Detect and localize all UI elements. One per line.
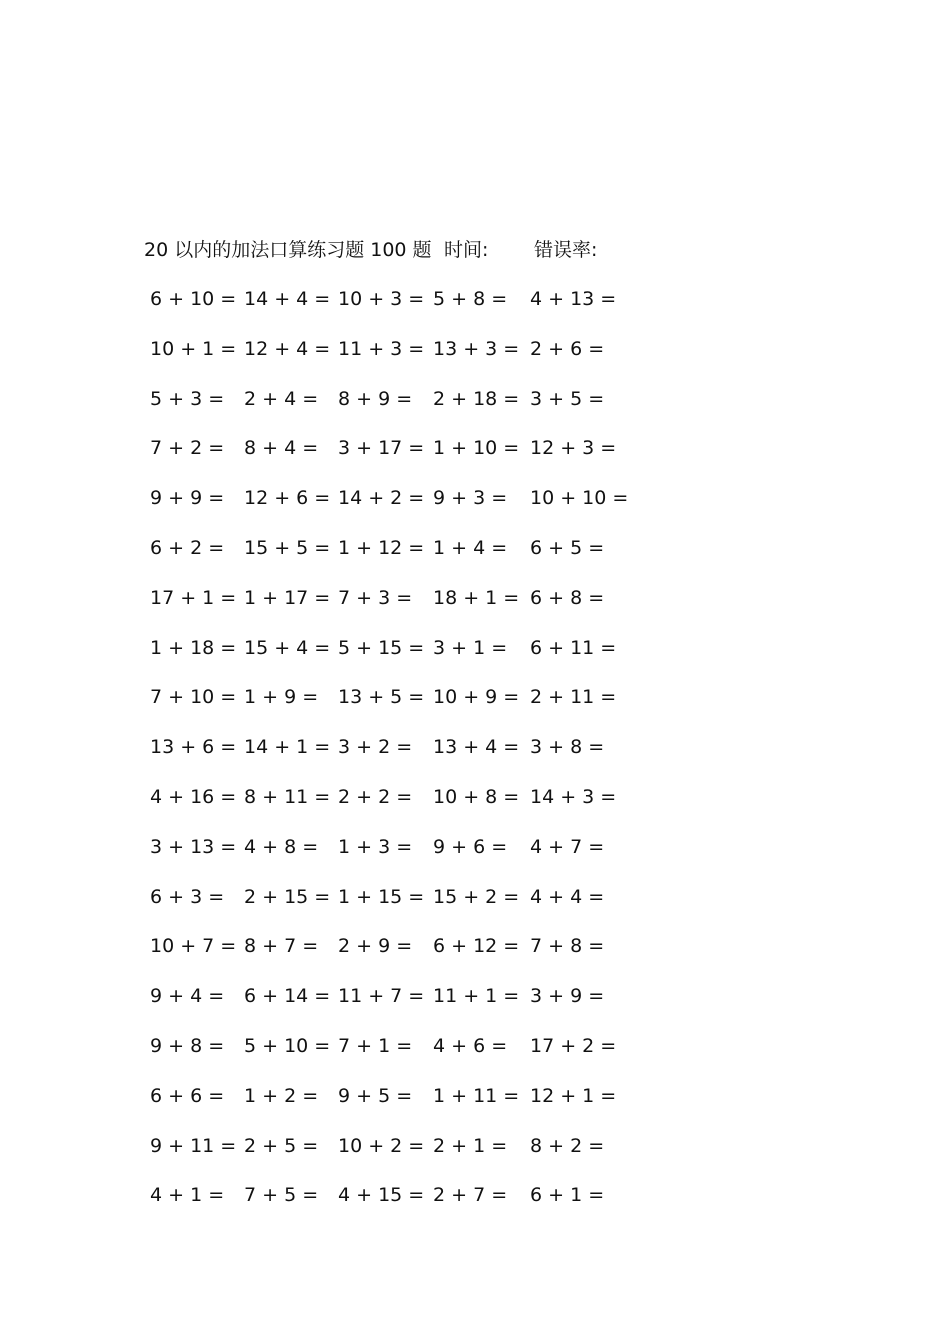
problem-item: 5 + 8 = [433,288,508,310]
problem-item: 6 + 14 = [244,985,331,1008]
problem-row [0,334,950,364]
problem-item: 3 + 8 = [530,736,605,759]
problem-item: 1 + 10 = [433,437,520,460]
problem-item: 14 + 4 = [244,288,331,310]
problem-row [0,284,950,314]
problem-item: 1 + 12 = [338,537,425,559]
problem-item: 4 + 13 = [530,288,617,310]
problem-item: 1 + 17 = [244,586,331,609]
problem-item: 9 + 9 = [150,487,225,510]
problem-item: 8 + 9 = [338,387,413,410]
problem-row [0,433,950,463]
problem-item: 4 + 1 = [150,1184,225,1207]
problem-item: 6 + 10 = [150,288,237,310]
problem-item: 12 + 3 = [530,437,617,460]
problem-row [0,1180,950,1210]
problem-item: 13 + 6 = [150,736,237,759]
problem-item: 10 + 1 = [150,337,237,360]
problem-item: 13 + 4 = [433,736,520,759]
problem-row [0,384,950,414]
problem-item: 4 + 4 = [530,885,605,908]
problem-item: 15 + 4 = [244,636,331,659]
problem-item: 2 + 15 = [244,885,331,908]
problem-item: 4 + 15 = [338,1184,425,1207]
problem-item: 2 + 18 = [433,387,520,410]
problem-item: 11 + 7 = [338,985,425,1008]
problem-item: 15 + 5 = [244,537,331,559]
problem-item: 12 + 1 = [530,1084,617,1107]
problem-item: 10 + 8 = [433,786,520,808]
problem-row [0,882,950,912]
problem-row [0,483,950,513]
error-rate-label: 错误率: [534,239,598,261]
problem-item: 7 + 2 = [150,437,225,460]
problem-item: 9 + 3 = [433,487,508,510]
problem-item: 17 + 1 = [150,586,237,609]
problem-item: 17 + 2 = [530,1035,617,1057]
problem-item: 12 + 6 = [244,487,331,510]
problem-item: 3 + 9 = [530,985,605,1008]
problem-item: 2 + 2 = [338,786,413,808]
problem-item: 3 + 5 = [530,387,605,410]
problem-row [0,931,950,961]
problem-item: 10 + 2 = [338,1134,425,1157]
problem-item: 11 + 1 = [433,985,520,1008]
problem-item: 6 + 5 = [530,537,605,559]
problem-item: 11 + 3 = [338,337,425,360]
problem-item: 6 + 2 = [150,537,225,559]
worksheet-header [144,236,664,264]
problem-item: 1 + 18 = [150,636,237,659]
problem-item: 7 + 1 = [338,1035,413,1057]
problem-item: 8 + 7 = [244,935,319,958]
problem-item: 3 + 17 = [338,437,425,460]
problem-item: 13 + 3 = [433,337,520,360]
problem-item: 2 + 11 = [530,686,617,709]
problem-item: 1 + 2 = [244,1084,319,1107]
problem-item: 10 + 3 = [338,288,425,310]
problem-item: 9 + 4 = [150,985,225,1008]
problem-item: 10 + 9 = [433,686,520,709]
problem-item: 6 + 8 = [530,586,605,609]
problem-item: 6 + 6 = [150,1084,225,1107]
problem-row [0,682,950,712]
problem-row [0,1081,950,1111]
problem-item: 3 + 1 = [433,636,508,659]
problem-item: 6 + 1 = [530,1184,605,1207]
problem-item: 2 + 7 = [433,1184,508,1207]
problem-item: 5 + 10 = [244,1035,331,1057]
problem-item: 9 + 6 = [433,835,508,858]
problem-item: 4 + 16 = [150,786,237,808]
problem-item: 2 + 6 = [530,337,605,360]
worksheet-title: 20 以内的加法口算练习题 100 题 [144,239,432,261]
problem-item: 1 + 15 = [338,885,425,908]
problem-row [0,1131,950,1161]
problem-item: 7 + 5 = [244,1184,319,1207]
problem-item: 6 + 3 = [150,885,225,908]
problem-item: 7 + 8 = [530,935,605,958]
problem-item: 6 + 12 = [433,935,520,958]
problem-item: 2 + 1 = [433,1134,508,1157]
problem-item: 4 + 7 = [530,835,605,858]
problem-item: 1 + 3 = [338,835,413,858]
problem-row [0,832,950,862]
problem-item: 10 + 7 = [150,935,237,958]
problem-item: 2 + 4 = [244,387,319,410]
problem-item: 10 + 10 = [530,487,629,510]
problem-item: 14 + 2 = [338,487,425,510]
problem-item: 14 + 3 = [530,786,617,808]
problem-item: 14 + 1 = [244,736,331,759]
problem-row [0,981,950,1011]
problem-row [0,732,950,762]
problem-item: 15 + 2 = [433,885,520,908]
problem-item: 5 + 15 = [338,636,425,659]
problem-item: 1 + 4 = [433,537,508,559]
problem-row [0,633,950,663]
problem-item: 4 + 8 = [244,835,319,858]
problem-row [0,533,950,563]
problem-item: 1 + 9 = [244,686,319,709]
problem-item: 1 + 11 = [433,1084,520,1107]
problem-item: 8 + 11 = [244,786,331,808]
problem-item: 3 + 2 = [338,736,413,759]
problem-item: 9 + 11 = [150,1134,237,1157]
problem-item: 7 + 10 = [150,686,237,709]
problem-item: 8 + 2 = [530,1134,605,1157]
problem-item: 6 + 11 = [530,636,617,659]
problem-row [0,782,950,812]
problem-item: 12 + 4 = [244,337,331,360]
time-label: 时间: [444,239,489,261]
problem-item: 13 + 5 = [338,686,425,709]
problem-item: 8 + 4 = [244,437,319,460]
problem-row [0,583,950,613]
problem-item: 2 + 9 = [338,935,413,958]
problem-item: 18 + 1 = [433,586,520,609]
problem-item: 5 + 3 = [150,387,225,410]
problem-item: 7 + 3 = [338,586,413,609]
problem-row [0,1031,950,1061]
problem-item: 4 + 6 = [433,1035,508,1057]
problem-item: 3 + 13 = [150,835,237,858]
problem-item: 9 + 8 = [150,1035,225,1057]
problem-item: 9 + 5 = [338,1084,413,1107]
problem-item: 2 + 5 = [244,1134,319,1157]
